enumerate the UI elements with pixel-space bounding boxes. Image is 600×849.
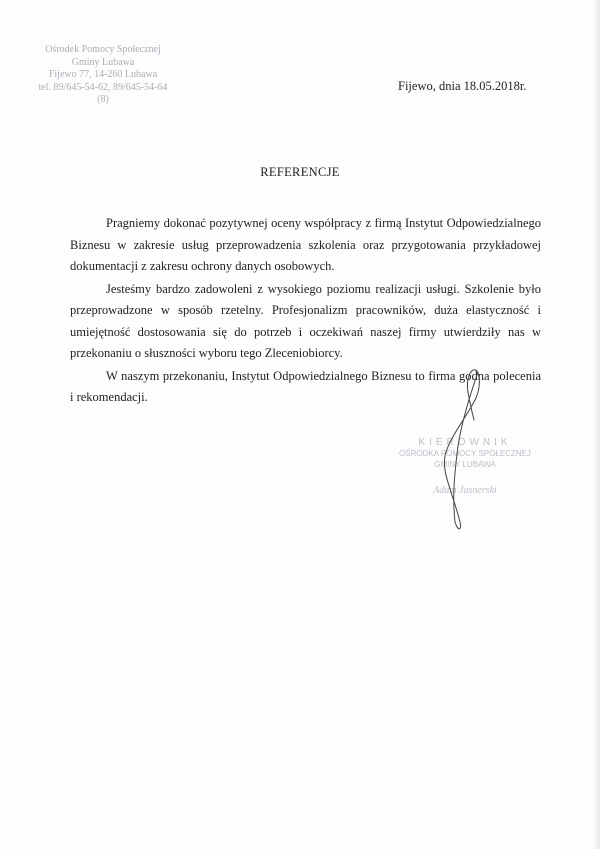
stamp-role: KIEROWNIK [418,437,512,448]
signature-stamp [380,437,550,496]
letter-title: REFERENCJE [260,165,340,179]
body-paragraph: Pragniemy dokonać pozytywnej oceny współpracy z firmą Instytut Odpowiedzialnego Biznesu w zakresie usług przeprowadzenia szkolenia oraz przygotowania przykładowej dokumentacji z zakresu ochrony danych osobowych. [70,216,541,273]
header-stamp [28,44,178,107]
stamp-line: (8) [97,94,109,105]
body-paragraph: W naszym przekonaniu, Instytut Odpowiedzialnego Biznesu to firma godna polecenia i rekomendacji. [70,368,541,404]
body-paragraph: Jesteśmy bardzo zadowoleni z wysokiego poziomu realizacji usługi. Szkolenie było przeprowadzone w sposób rzetelny. Profesjonalizm pracowników, duża elastyczność i umiejętność dostosowania się do potrzeb i oczekiwań naszej firmy utwierdziły nas w przekonaniu o słuszności wyboru tego Zleceniobiorcy. [70,281,541,360]
stamp-area: GMINY LUBAWA [434,460,496,469]
stamp-name: Adam Jasnerski [433,485,497,496]
letter-date: Fijewo, dnia 18.05.2018r. [398,79,527,93]
stamp-line: Ośrodek Pomocy Społecznej [45,44,161,55]
letter-body [70,213,541,409]
stamp-line: Fijewo 77, 14-260 Lubawa [48,69,158,80]
stamp-organization: OŚRODKA POMOCY SPOŁECZNEJ [399,449,531,458]
stamp-line: Gminy Lubawa [71,56,135,68]
stamp-line: tel. 89/645-54-62, 89/645-54-64 [38,81,168,93]
